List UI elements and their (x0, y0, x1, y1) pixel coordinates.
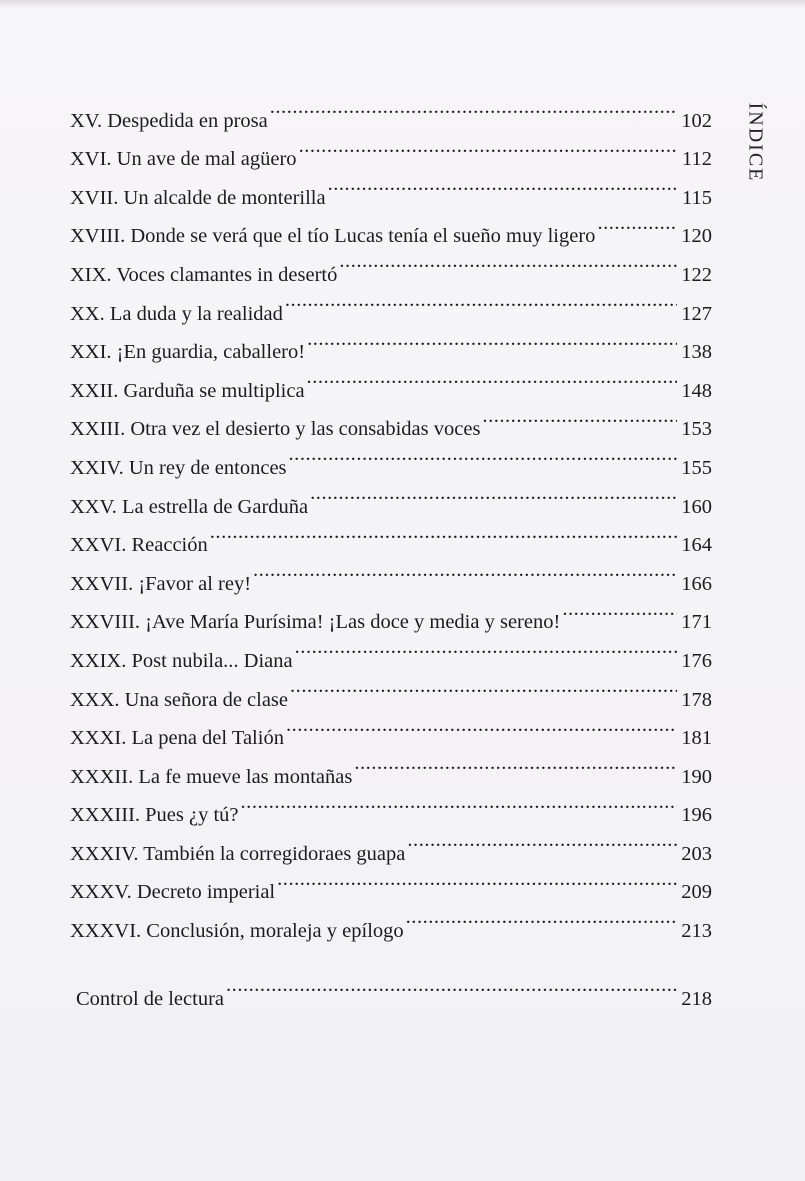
toc-entry-title: XXII. Garduña se multiplica (70, 379, 305, 402)
dot-leader (307, 358, 678, 397)
toc-entry-control-de-lectura (76, 966, 712, 1010)
toc-entry-page: 155 (681, 456, 712, 479)
toc-entry-page: 148 (681, 379, 712, 402)
toc-entry-page: 138 (681, 341, 712, 364)
toc-entry-page: 190 (681, 765, 712, 788)
toc-entry-title: XXIX. Post nubila... Diana (70, 649, 293, 672)
toc-entry-page: 213 (681, 920, 712, 943)
dot-leader (307, 320, 677, 359)
dot-leader (226, 966, 677, 1005)
toc-entry-title: XVII. Un alcalde de monterilla (70, 186, 326, 209)
toc-entry-page: 102 (681, 109, 712, 132)
dot-leader (277, 860, 677, 899)
toc-entry-title: XXXIII. Pues ¿y tú? (70, 804, 239, 827)
toc-entry-page: 112 (682, 148, 712, 171)
toc-entry-page: 203 (681, 842, 712, 865)
dot-leader (210, 513, 677, 552)
toc-entry-title: XXVII. ¡Favor al rey! (70, 572, 252, 595)
toc-entry-title: XXVI. Reacción (70, 534, 208, 557)
toc-entry-title: XXIV. Un rey de entonces (70, 456, 287, 479)
toc-entry-title: XIX. Voces clamantes in desertó (70, 263, 338, 286)
table-of-contents (70, 88, 712, 943)
dot-leader (597, 204, 677, 243)
dot-leader (289, 435, 678, 474)
toc-entry-title: XXVIII. ¡Ave María Purísima! ¡Las doce y media y sereno! (70, 611, 561, 634)
toc-entry-page: 153 (681, 418, 712, 441)
toc-entry-title: XXXV. Decreto imperial (70, 881, 276, 904)
running-head (735, 92, 775, 192)
dot-leader (562, 590, 677, 629)
dot-leader (295, 628, 678, 667)
dot-leader (299, 127, 678, 166)
toc-entry-page: 160 (681, 495, 712, 518)
toc-entry-page: 164 (681, 534, 712, 557)
dot-leader (241, 783, 678, 822)
toc-entry-title: XV. Despedida en prosa (70, 109, 268, 132)
dot-leader (290, 667, 677, 706)
toc-entry-title: XXXI. La pena del Talión (70, 727, 284, 750)
toc-entry-page: 115 (682, 186, 712, 209)
toc-entry-page: 122 (681, 263, 712, 286)
dot-leader (286, 706, 677, 745)
toc-final-section (76, 966, 712, 1010)
dot-leader (406, 898, 678, 937)
running-head-text: ÍNDICE (744, 102, 767, 182)
toc-entry-title: XXV. La estrella de Garduña (70, 495, 309, 518)
toc-entry (70, 88, 712, 132)
dot-leader (339, 242, 677, 281)
dot-leader (407, 821, 677, 860)
toc-entry-page: 178 (681, 688, 712, 711)
dot-leader (354, 744, 677, 783)
toc-entry-page: 166 (681, 572, 712, 595)
toc-entry-title: XVIII. Donde se verá que el tío Lucas tenía el sueño muy ligero (70, 225, 596, 248)
dot-leader (285, 281, 677, 320)
toc-entry-page: 181 (681, 727, 712, 750)
toc-entry-page: 218 (681, 987, 712, 1010)
toc-entry-title: Control de lectura (76, 987, 225, 1010)
toc-entry-title: XXX. Una señora de clase (70, 688, 289, 711)
toc-entry-page: 176 (681, 649, 712, 672)
dot-leader (482, 397, 677, 436)
dot-leader (270, 88, 678, 127)
toc-entry-page: 127 (681, 302, 712, 325)
toc-entry-title: XVI. Un ave de mal agüero (70, 148, 297, 171)
toc-entry-title: XXIII. Otra vez el desierto y las consabidas voces (70, 418, 481, 441)
toc-entry-title: XXI. ¡En guardia, caballero! (70, 341, 306, 364)
toc-entry-page: 120 (681, 225, 712, 248)
page-top-edge (0, 0, 805, 8)
dot-leader (310, 474, 677, 513)
toc-entry-page: 209 (681, 881, 712, 904)
toc-entry-title: XXXII. La fe mueve las montañas (70, 765, 353, 788)
toc-entry-title: XXXIV. También la corregidoraes guapa (70, 842, 406, 865)
toc-entry-title: XX. La duda y la realidad (70, 302, 283, 325)
toc-entry-page: 196 (681, 804, 712, 827)
dot-leader (253, 551, 677, 590)
toc-entry-page: 171 (681, 611, 712, 634)
dot-leader (328, 165, 678, 204)
toc-entry-title: XXXVI. Conclusión, moraleja y epílogo (70, 920, 404, 943)
